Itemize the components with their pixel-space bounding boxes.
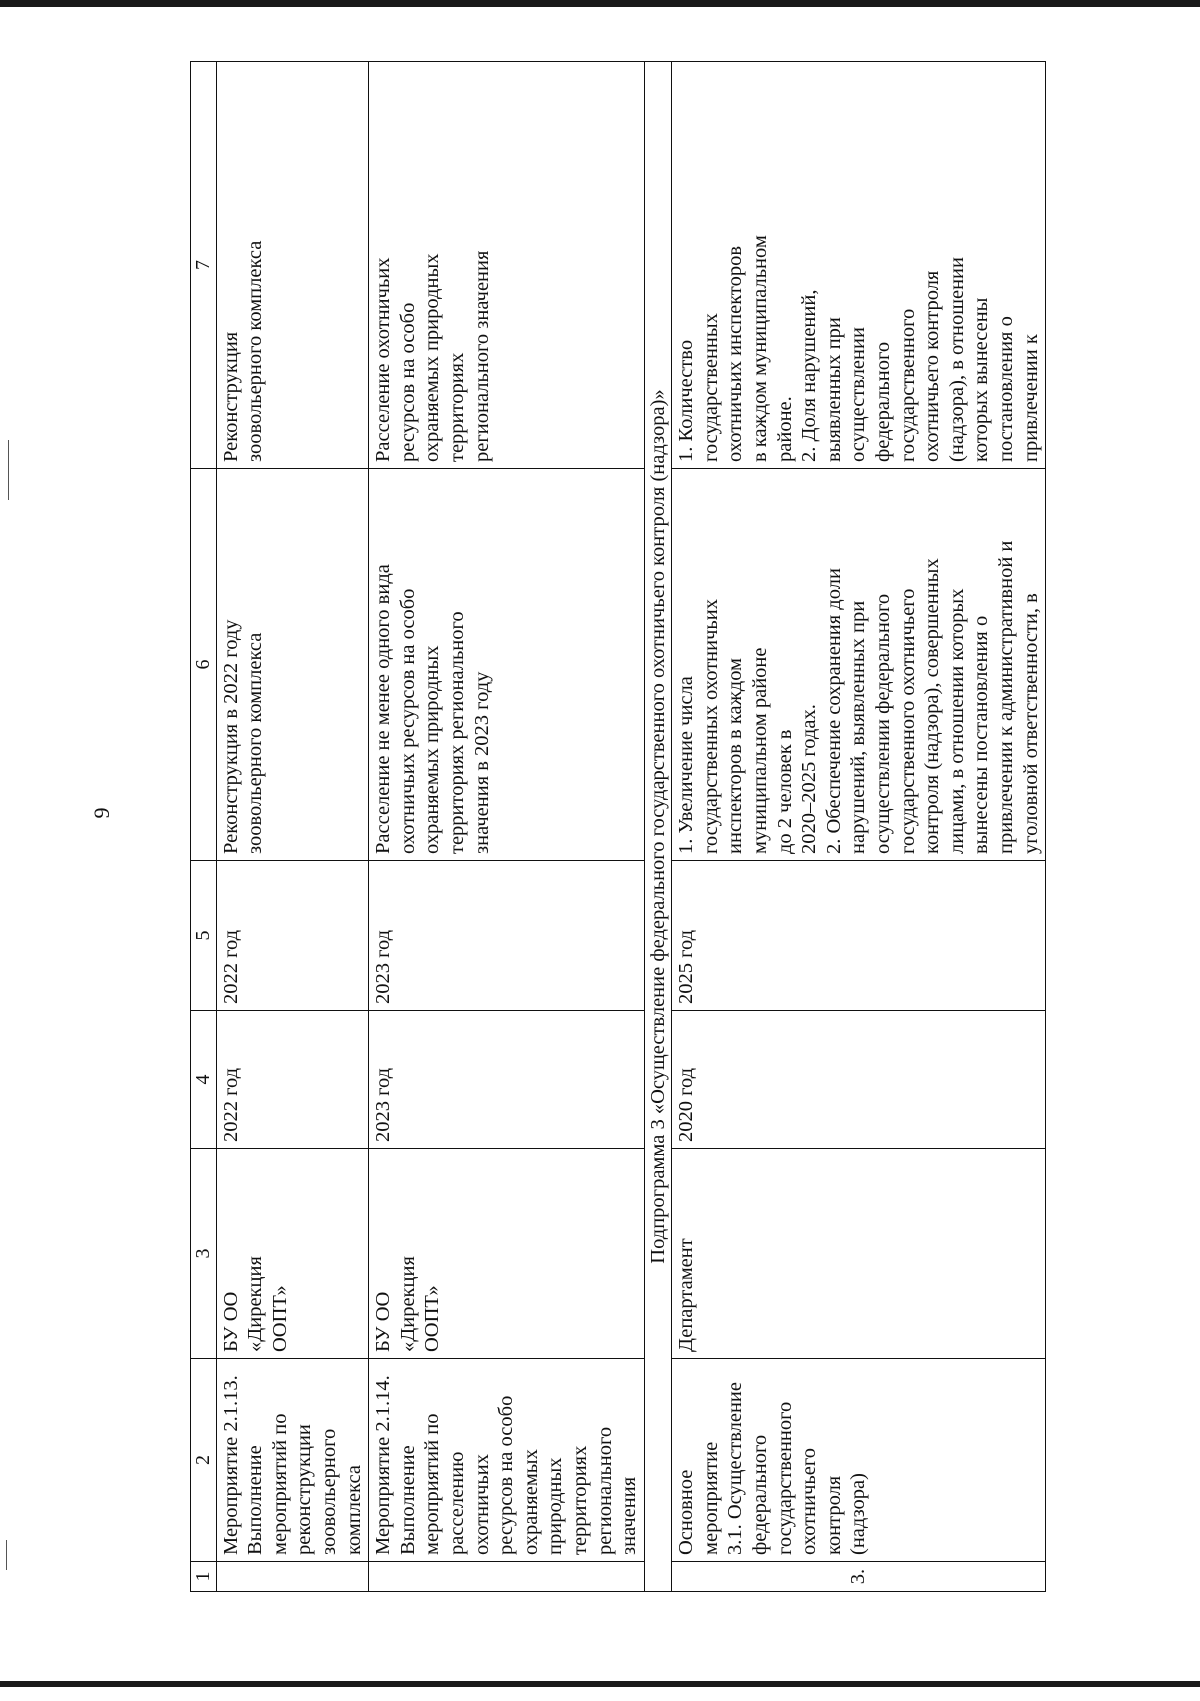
table-row [216, 62, 369, 1592]
column-number: 6 [191, 469, 217, 861]
activity-name: Мероприятие 2.1.14. Выполнение мероприятий по расселению охотничьих ресурсов на особо охраняемых природных территориях регионального значения [369, 1359, 645, 1562]
end-year: 2022 год [216, 861, 369, 1011]
activity-name: Мероприятие 2.1.13. Выполнение мероприятий по реконструкции зоовольерного комплекса [216, 1359, 369, 1562]
expected-result: 1. Увеличение числа государственных охотничьих инспекторов в каждом муниципальном районе до 2 человек в 2020–2025 годах. 2. Обеспечение сохранения доли нарушений, выявленных при осуществлении федерального государственного охотничьего контроля (надзора), совершенных лицами, в отношении которых вынесены постановления о привлечении к административной и уголовной ответственности, в [672, 469, 1046, 861]
start-year: 2020 год [672, 1011, 1046, 1149]
column-number: 7 [191, 62, 217, 469]
start-year: 2023 год [369, 1011, 645, 1149]
row-number [216, 1562, 369, 1592]
responsible-executor: Департамент [672, 1149, 1046, 1359]
page-number: 9 [89, 807, 114, 819]
expected-result: Реконструкция в 2022 году зоовольерного комплекса [216, 469, 369, 861]
responsible-executor: БУ ОО «Дирекция ООПТ» [216, 1149, 369, 1359]
row-number: 3. [672, 1562, 1046, 1592]
indicator-link: 1. Количество государственных охотничьих инспекторов в каждом муниципальном районе. 2. Доля нарушений, выявленных при осуществлении федерального государственного охотничьего контроля (надзора), в отношении которых вынесены постановления о привлечении к [672, 62, 1046, 469]
rotated-table-container [190, 62, 1042, 1592]
column-number: 2 [191, 1359, 217, 1562]
scan-mark [8, 440, 9, 500]
scan-bottom-border [0, 1681, 1200, 1687]
responsible-executor: БУ ОО «Дирекция ООПТ» [369, 1149, 645, 1359]
column-number-row [191, 62, 217, 1592]
indicator-link: Реконструкция зоовольерного комплекса [216, 62, 369, 469]
scan-mark [6, 1540, 7, 1570]
expected-result: Расселение не менее одного вида охотничьих ресурсов на особо охраняемых природных территориях регионального значения в 2023 году [369, 469, 645, 861]
start-year: 2022 год [216, 1011, 369, 1149]
end-year: 2025 год [672, 861, 1046, 1011]
table-row [369, 62, 645, 1592]
table-row [672, 62, 1046, 1592]
scan-top-border [0, 0, 1200, 7]
subprogram-title: Подпрограмма 3 «Осуществление федерального государственного охотничьего контроля (надзора)» [644, 62, 672, 1592]
end-year: 2023 год [369, 861, 645, 1011]
indicator-link: Расселение охотничьих ресурсов на особо охраняемых природных территориях регионального значения [369, 62, 645, 469]
column-number: 3 [191, 1149, 217, 1359]
activity-name: Основное мероприятие 3.1. Осуществление федерального государственного охотничьего контроля (надзора) [672, 1359, 1046, 1562]
plan-table [190, 61, 1046, 1592]
column-number: 4 [191, 1011, 217, 1149]
column-number: 1 [191, 1562, 217, 1592]
row-number [369, 1562, 645, 1592]
column-number: 5 [191, 861, 217, 1011]
subprogram-row [644, 62, 672, 1592]
